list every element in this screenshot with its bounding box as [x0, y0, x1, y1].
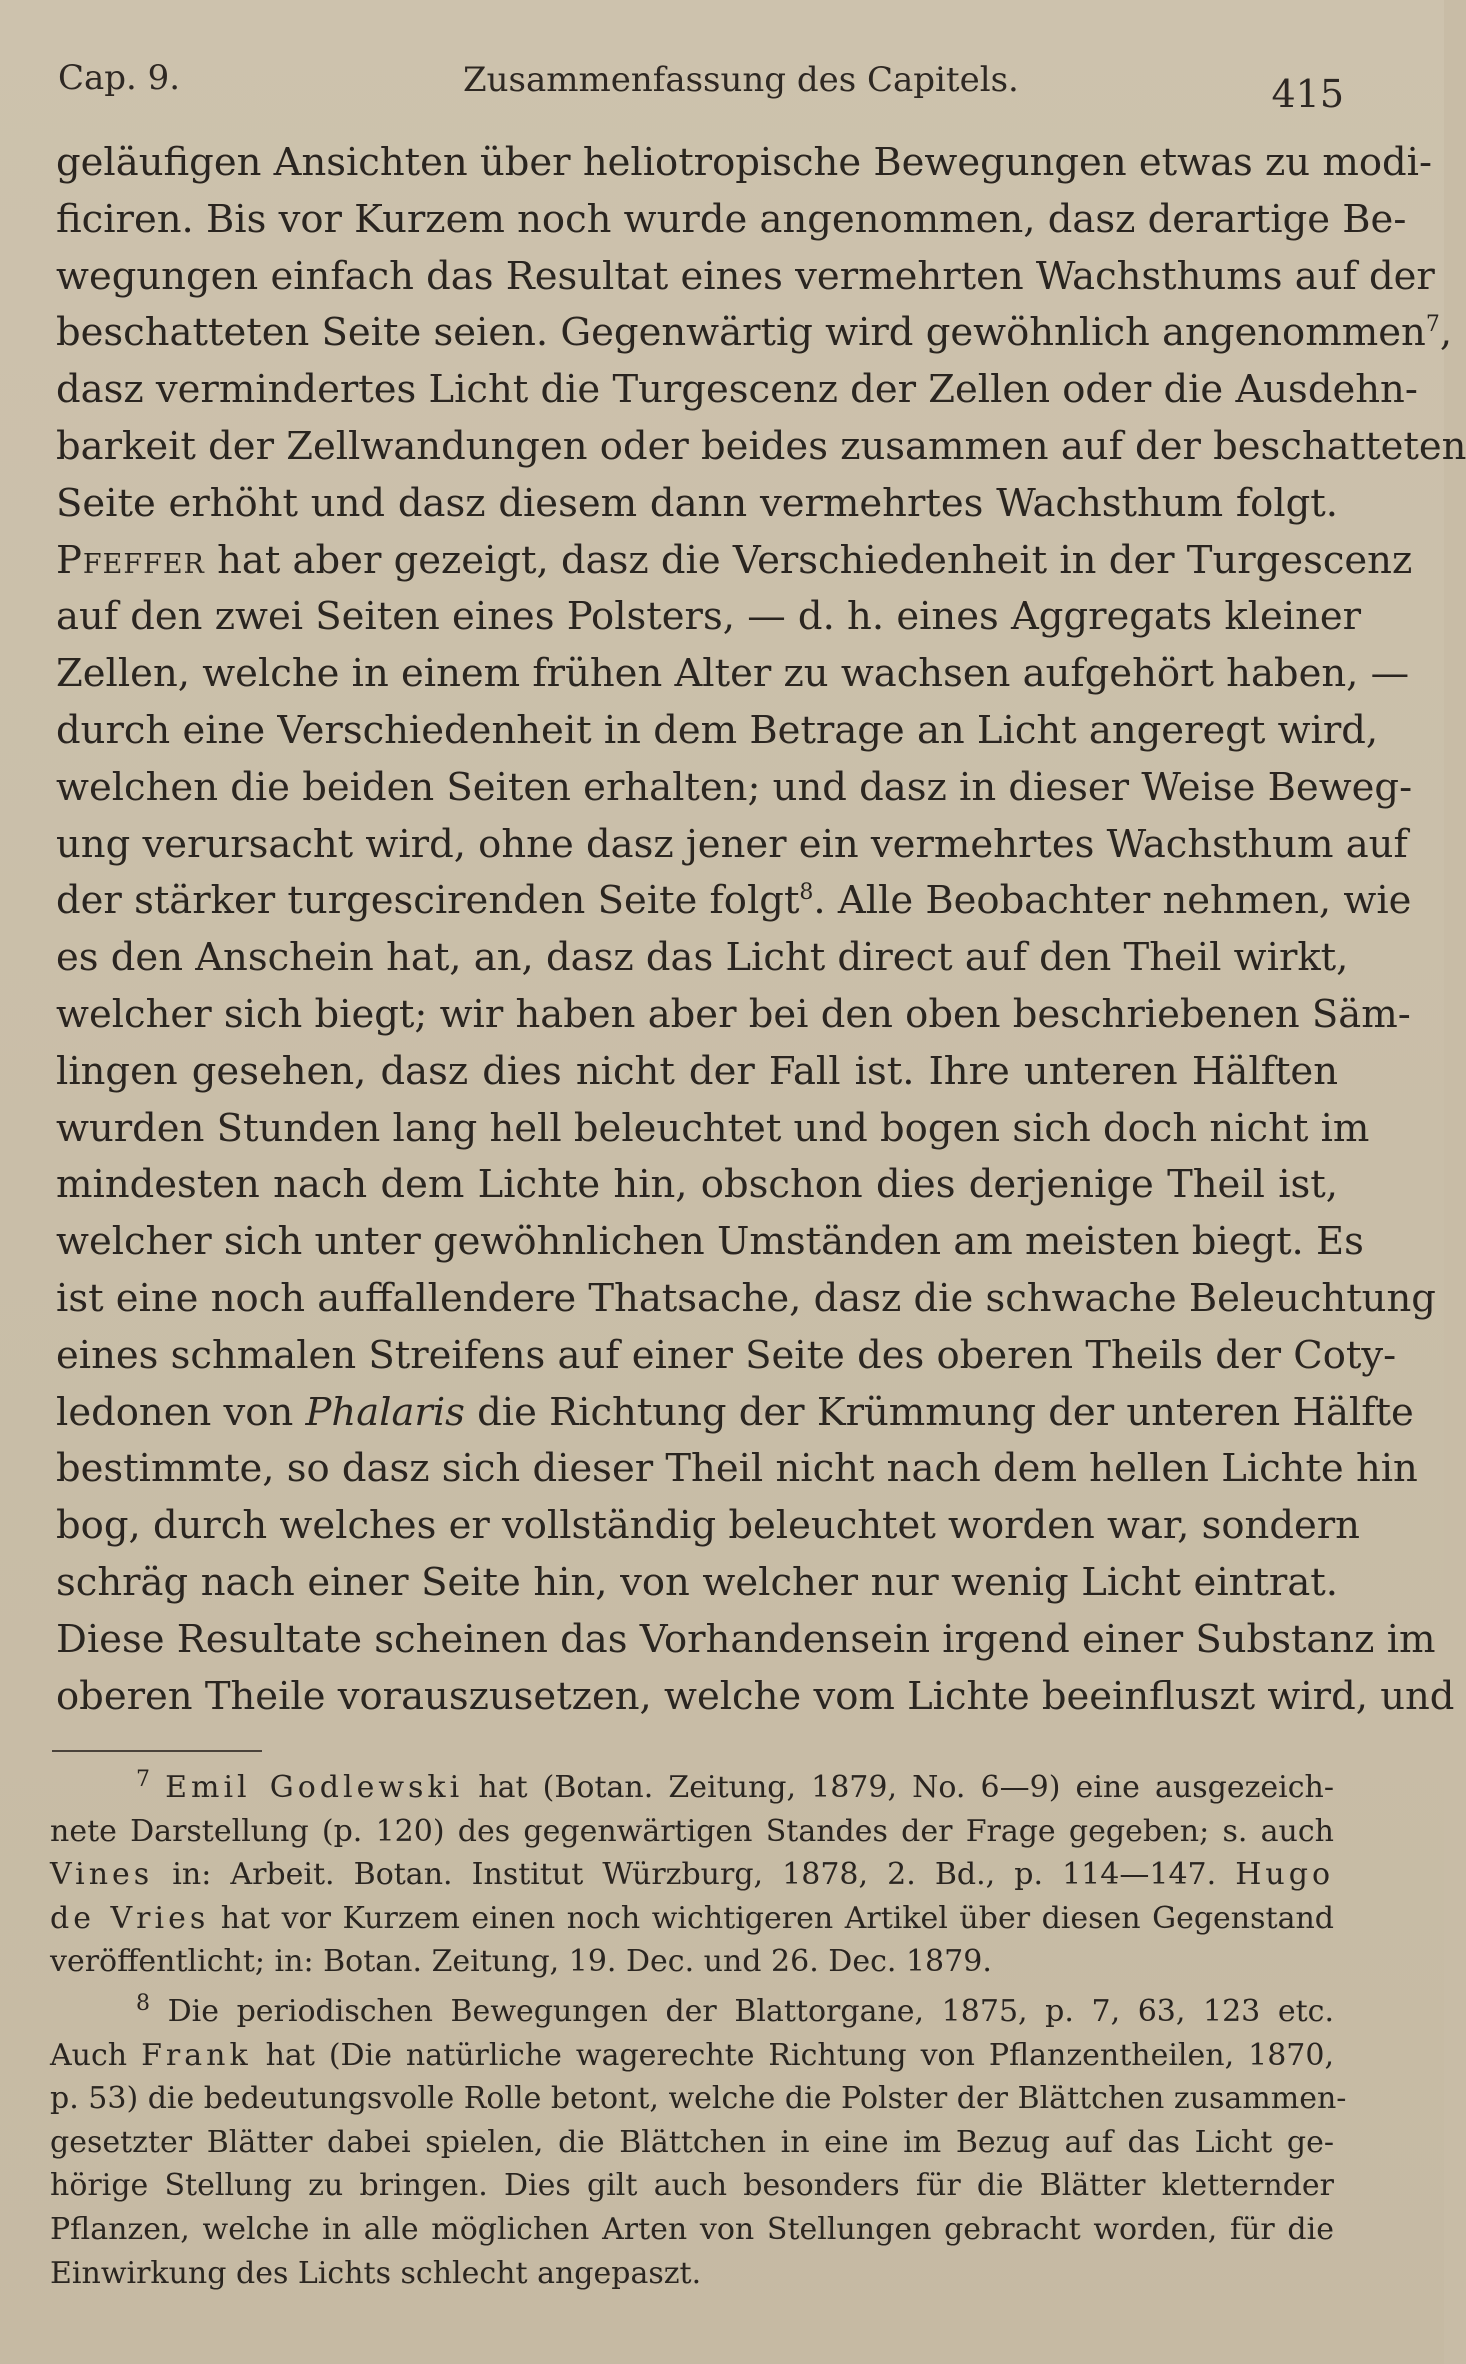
text-segment: ledonen von — [56, 1389, 294, 1435]
text-line: ung verursacht wird, ohne dasz jener ein vermehrtes Wachsthum auf — [56, 821, 1408, 867]
footnote-line: nete Darstellung (p. 120) des gegenwärtigen Standes der Frage gegeben; s. auch — [50, 1813, 1334, 1849]
text-segment: der stärker turgescirenden Seite folgt — [56, 878, 800, 924]
page-number: 415 — [1271, 72, 1344, 116]
author-name: Frank — [141, 2037, 252, 2073]
text-line: durch eine Verschiedenheit in dem Betrage an Licht angeregt wird, — [56, 707, 1379, 753]
text-segment: beschatteten Seite seien. Gegenwärtig wird gewöhnlich angenommen — [56, 310, 1426, 356]
footnote-ref-7: 7 — [1425, 312, 1440, 338]
running-header — [58, 58, 1344, 118]
footnote-divider — [52, 1750, 262, 1752]
text-line: schräg nach einer Seite hin, von welcher nur wenig Licht eintrat. — [56, 1559, 1338, 1605]
text-line: ficiren. Bis vor Kurzem noch wurde angenommen, dasz derartige Be- — [56, 196, 1407, 242]
genus-name: Phalaris — [305, 1389, 465, 1435]
footnote-line: hörige Stellung zu bringen. Dies gilt auch besonders für die Blätter kletternder — [50, 2168, 1334, 2204]
text-line: eines schmalen Streifens auf einer Seite des oberen Theils der Coty- — [56, 1332, 1397, 1378]
text-line: dasz vermindertes Licht die Turgescenz der Zellen oder die Ausdehn- — [56, 367, 1418, 413]
text-line: auf den zwei Seiten eines Polsters, — d. h. eines Aggregats kleiner — [56, 594, 1362, 640]
author-name: Pfeffer — [56, 537, 205, 583]
footnote-line: veröffentlicht; in: Botan. Zeitung, 19. Dec. und 26. Dec. 1879. — [50, 1944, 992, 1980]
footnote-line: Pflanzen, welche in alle möglichen Arten von Stellungen gebracht worden, für die — [50, 2211, 1334, 2247]
running-title: Zusammenfassung des Capitels. — [463, 60, 1019, 100]
text-line — [56, 533, 1413, 590]
text-line — [56, 873, 1412, 930]
footnote-mark: 7 — [136, 1767, 150, 1792]
text-line: bestimmte, so dasz sich dieser Theil nicht nach dem hellen Lichte hin — [56, 1446, 1418, 1492]
text-line: welchen die beiden Seiten erhalten; und dasz in dieser Weise Beweg- — [56, 764, 1413, 810]
text-segment: die Richtung der Krümmung der unteren Hälfte — [464, 1389, 1414, 1435]
text-line: lingen gesehen, dasz dies nicht der Fall ist. Ihre unteren Hälften — [56, 1048, 1338, 1094]
footnote-text: hat (Die natürliche wagerechte Richtung von Pflanzentheilen, 1870, — [251, 2037, 1334, 2073]
footnote-8 — [50, 1990, 1334, 2034]
footnote-text: Auch — [50, 2037, 142, 2073]
footnote-line: Einwirkung des Lichts schlecht angepaszt. — [50, 2255, 702, 2291]
footnote-line: p. 53) die bedeutungsvolle Rolle betont, welche die Polster der Blättchen zusammen- — [50, 2081, 1347, 2117]
text-segment: , — [1439, 310, 1453, 356]
footnote-text: hat vor Kurzem einen noch wichtigeren Artikel über diesen Gegenstand — [209, 1900, 1334, 1936]
text-line: mindesten nach dem Lichte hin, obschon dies derjenige Theil ist, — [56, 1162, 1338, 1208]
text-line: ist eine noch auffallendere Thatsache, dasz die schwache Beleuchtung — [56, 1275, 1436, 1321]
text-line: oberen Theile vorauszusetzen, welche vom Lichte beeinfluszt wird, und — [56, 1673, 1455, 1719]
footnote-line — [50, 2034, 1334, 2078]
footnote-7 — [50, 1766, 1334, 1810]
text-line — [56, 1385, 1414, 1442]
footnote-line: gesetzter Blätter dabei spielen, die Blättchen in eine im Bezug auf das Licht ge- — [50, 2124, 1334, 2160]
text-line: Seite erhöht und dasz diesem dann vermehrtes Wachsthum folgt. — [56, 480, 1338, 526]
text-line — [56, 305, 1453, 362]
chapter-label: Cap. 9. — [58, 58, 181, 98]
text-line: wurden Stunden lang hell beleuchtet und bogen sich doch nicht im — [56, 1105, 1370, 1151]
text-line: geläufigen Ansichten über heliotropische Bewegungen etwas zu modi- — [56, 140, 1432, 185]
footnote-line — [50, 1853, 1334, 1897]
author-name: Vines — [50, 1857, 154, 1893]
text-line: bog, durch welches er vollständig beleuchtet worden war, sondern — [56, 1503, 1360, 1549]
author-name: de Vries — [50, 1900, 210, 1936]
text-line: Diese Resultate scheinen das Vorhandensein irgend einer Substanz im — [56, 1616, 1436, 1662]
author-name: Emil Godlewski — [165, 1770, 464, 1805]
text-line: Zellen, welche in einem frühen Alter zu wachsen aufgehört haben, — — [56, 651, 1410, 697]
text-segment: hat aber gezeigt, dasz die Verschiedenheit in der Turgescenz — [204, 537, 1413, 583]
author-name: Hugo — [1235, 1857, 1334, 1893]
text-line: barkeit der Zellwandungen oder beides zusammen auf der beschatteten — [56, 423, 1466, 469]
main-text — [56, 135, 1466, 1725]
text-segment: . Alle Beobachter nehmen, wie — [813, 878, 1412, 924]
text-line: es den Anschein hat, an, dasz das Licht direct auf den Theil wirkt, — [56, 935, 1349, 981]
text-line: welcher sich unter gewöhnlichen Umständen am meisten biegt. Es — [56, 1219, 1364, 1265]
footnote-text: hat (Botan. Zeitung, 1879, No. 6—9) eine ausgezeich- — [463, 1770, 1334, 1805]
footnote-text: Die periodischen Bewegungen der Blattorgane, 1875, p. 7, 63, 123 etc. — [150, 1993, 1334, 2029]
footnotes — [50, 1766, 1347, 2295]
footnote-text: in: Arbeit. Botan. Institut Würzburg, 1878, 2. Bd., p. 114—147. — [153, 1857, 1236, 1893]
text-line: welcher sich biegt; wir haben aber bei den oben beschriebenen Säm- — [56, 991, 1411, 1037]
text-line: wegungen einfach das Resultat eines vermehrten Wachsthums auf der — [56, 253, 1435, 299]
footnote-mark: 8 — [136, 1990, 150, 2016]
footnote-line — [50, 1897, 1334, 1941]
footnote-ref-8: 8 — [799, 880, 814, 906]
